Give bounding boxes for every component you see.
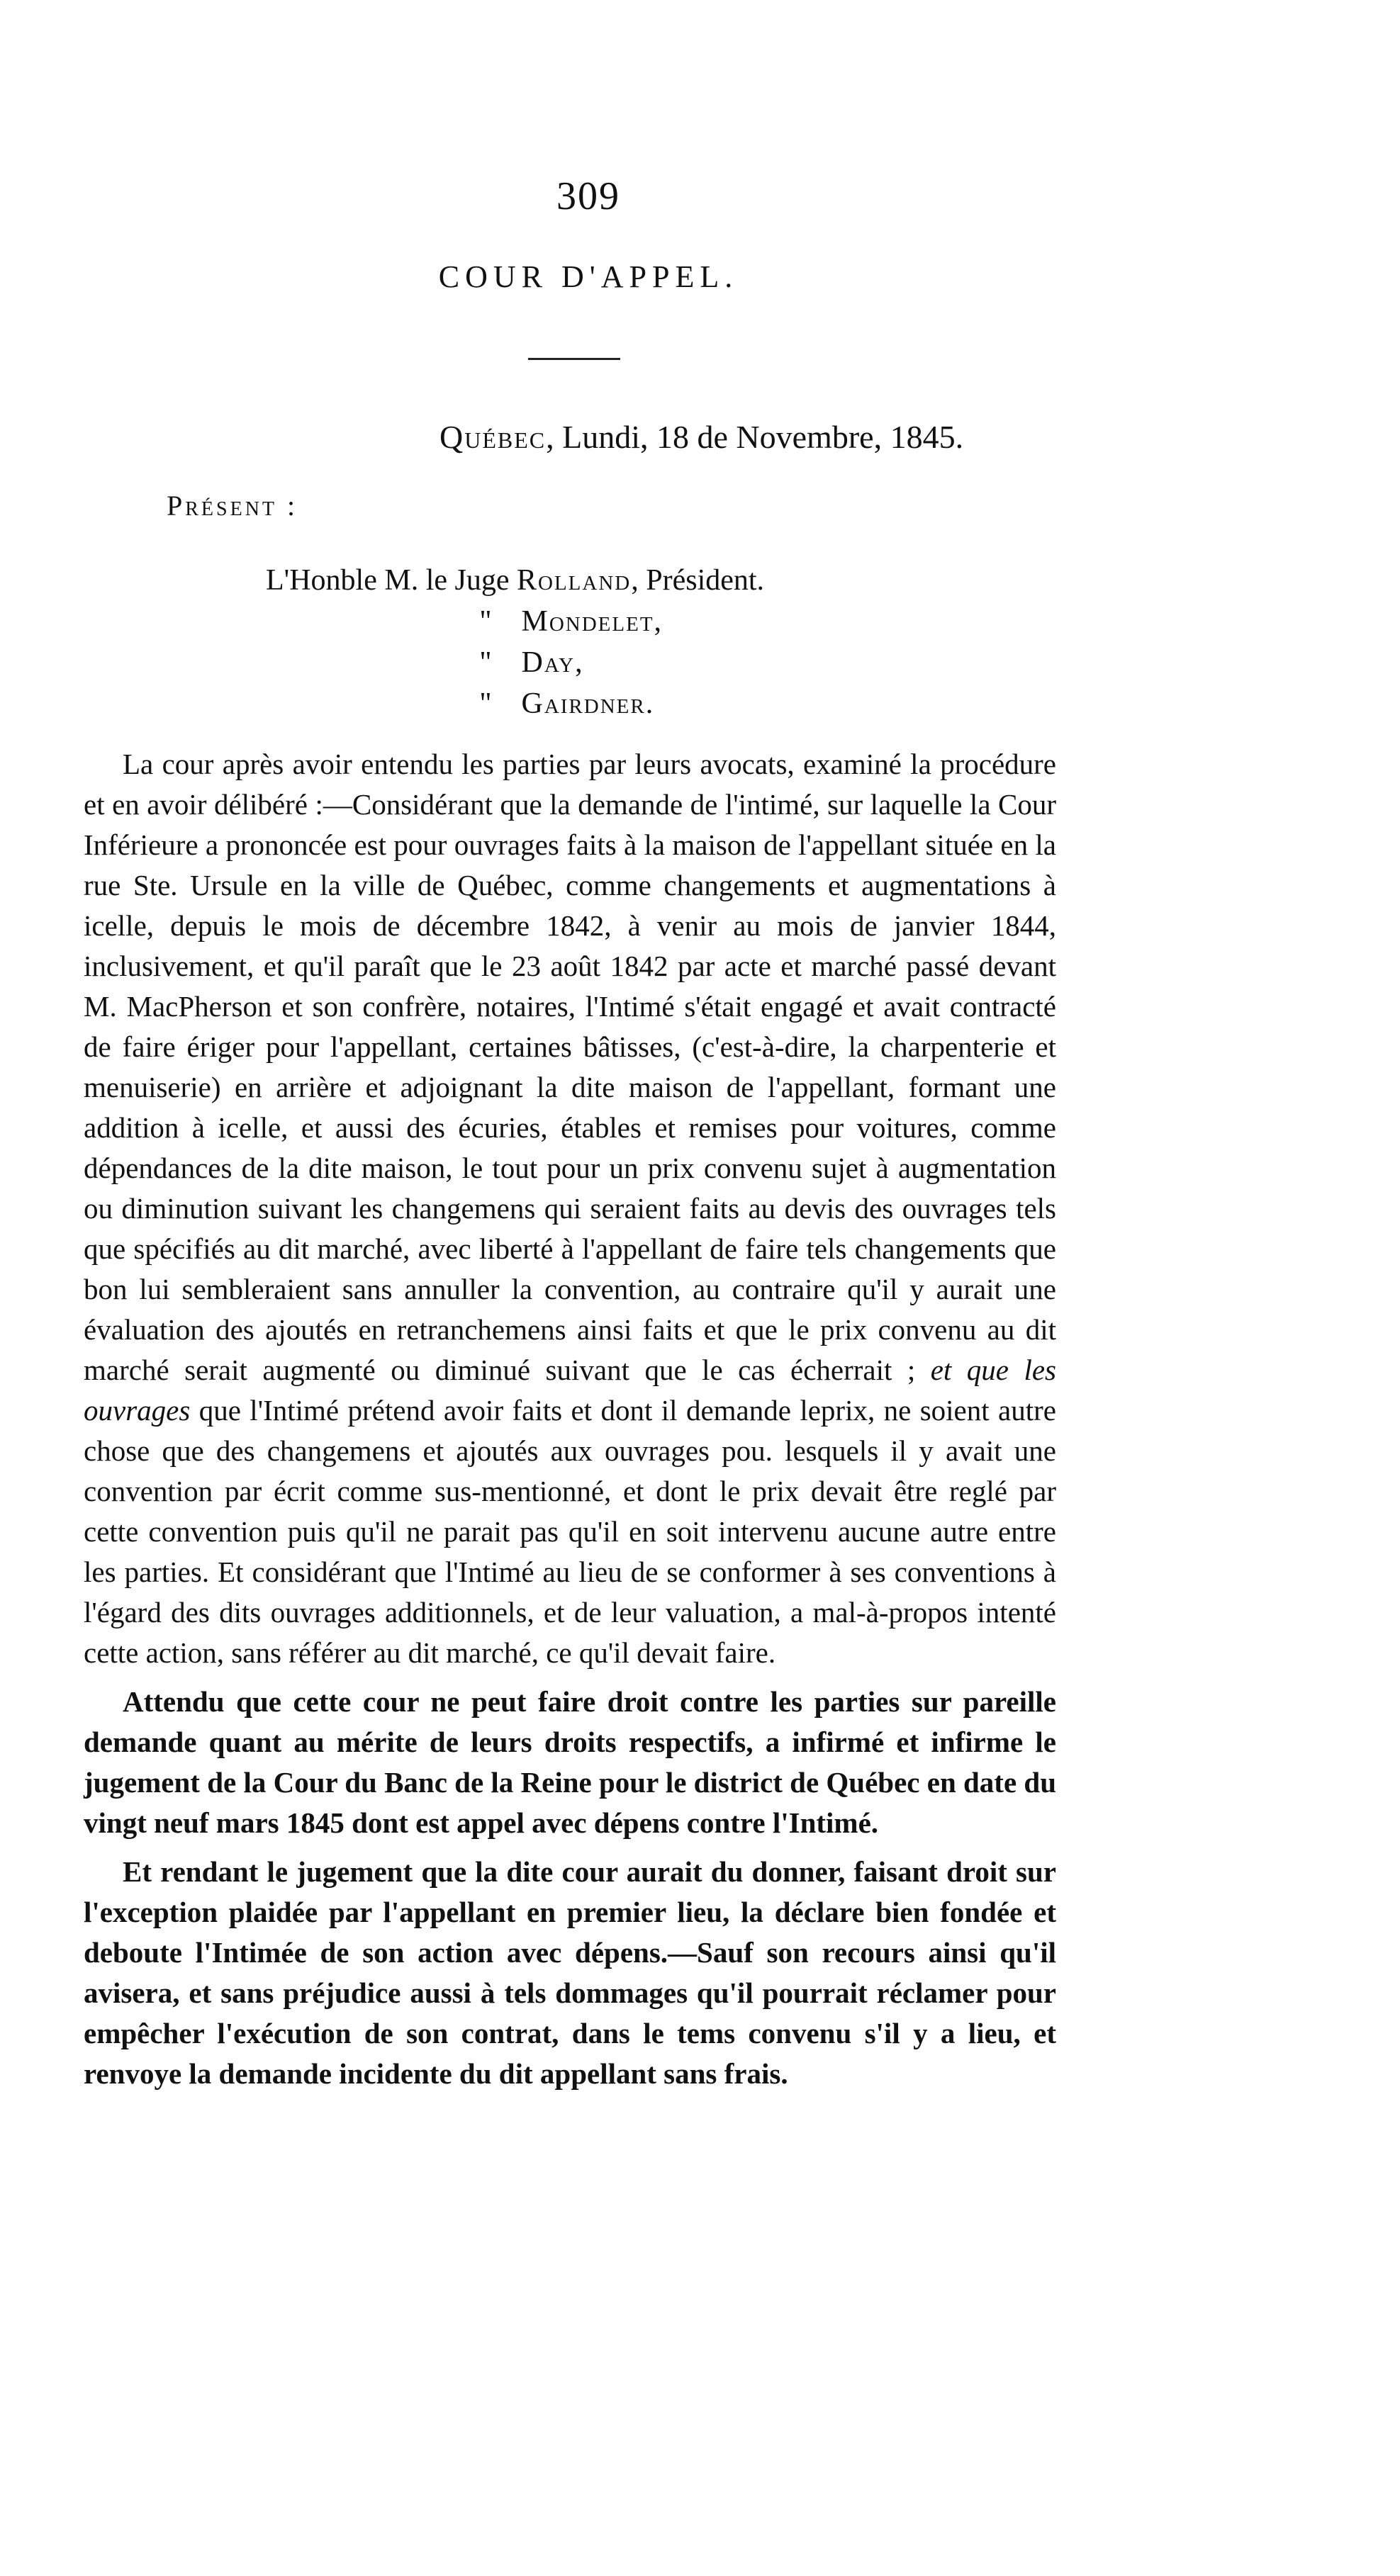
judge-prefix: "	[479, 605, 492, 638]
judge-prefix: "	[479, 646, 492, 679]
judgment-text	[84, 744, 1056, 2103]
judge-name: Rolland	[517, 564, 632, 597]
judge-suffix: , Président.	[631, 564, 765, 597]
dateline-city: Québec	[439, 419, 547, 455]
judge-name: Day	[521, 646, 576, 679]
page-number: 309	[556, 174, 620, 218]
judge-suffix: ,	[654, 605, 662, 638]
paragraph-text: que l'Intimé prétend avoir faits et dont il demande leprix, ne soient autre chose que des changemens et ajoutés aux ouvrages pou. lesquels il y avait une convention par écrit comme sus-mentionné, et dont le prix devait être reglé par cette convention puis qu'il ne parait pas qu'il en soit intervenu aucune autre entre les parties. Et considérant que l'Intimé au lieu de se conformer à ses conventions à l'égard des dits ouvrages additionnels, et de leur valuation, a mal-à-propos intenté cette action, sans référer au dit marché, ce qu'il devait faire.	[84, 1394, 1056, 1669]
title-rule	[528, 358, 620, 360]
judge-prefix: L'Honble M. le Juge	[266, 564, 510, 597]
judge-line	[266, 683, 975, 724]
judge-suffix: ,	[575, 646, 583, 679]
judges-list	[266, 560, 975, 724]
judge-name: Mondelet	[521, 605, 654, 638]
paragraph-text: La cour après avoir entendu les parties par leurs avocats, examiné la procédure et en avoir délibéré :—Considérant que la demande de l'intimé, sur laquelle la Cour Inférieure a prononcée est pour ouvrages faits à la maison de l'appellant située en la rue Ste. Ursule en la ville de Québec, comme changements et augmentations à icelle, depuis le mois de décembre 1842, à venir au mois de janvier 1844, inclusivement, et qu'il paraît que le 23 août 1842 par acte et marché passé devant M. MacPherson et son confrère, notaires, l'Intimé s'était engagé et avait contracté de faire ériger pour l'appellant, certaines bâtisses, (c'est-à-dire, la charpenterie et menuiserie) en arrière et adjoignant la dite maison de l'appellant, formant une addition à icelle, et aussi des écuries, étables et remises pour voitures, comme dépendances de la dite maison, le tout pour un prix convenu sujet à augmentation ou diminution suivant les changemens qui seraient faits au devis des ouvrages tels que spécifiés au dit marché, avec liberté à l'appellant de faire tels changements que bon lui sembleraient sans annuller la convention, au contraire qu'il y aurait une évaluation des ajoutés en retranchemens ainsi faits et que le prix convenu au dit marché serait augmenté ou diminué suivant que le cas écherrait ;	[84, 748, 1056, 1386]
judge-prefix: "	[479, 687, 492, 720]
paragraph-italic-text: et que les ouvrages	[84, 1354, 1056, 1427]
judge-name: Gairdner	[521, 687, 646, 720]
dateline-rest: , Lundi, 18 de Novembre, 1845.	[546, 419, 964, 455]
judgment-paragraph: Et rendant le jugement que la dite cour aurait du donner, faisant droit sur l'exception plaidée par l'appellant en premier lieu, la déclare bien fondée et deboute l'Intimée de son action avec dépens.—Sauf son recours ainsi qu'il avisera, et sans préjudice aussi à tels dommages qu'il pourrait réclamer pour empêcher l'exécution de son contrat, dans le tems convenu s'il y a lieu, et renvoye la demande incidente du dit appellant sans frais.	[84, 1855, 1056, 2090]
dateline	[439, 418, 1049, 456]
judgment-paragraph	[84, 744, 1056, 1673]
court-title: COUR D'APPEL.	[438, 259, 739, 294]
judge-suffix: .	[645, 687, 654, 720]
judge-line	[266, 560, 975, 601]
judge-line	[266, 642, 975, 683]
present-label: Présent :	[167, 490, 298, 522]
judge-line	[266, 601, 975, 642]
judgment-paragraph: Attendu que cette cour ne peut faire droit contre les parties sur pareille demande quant au mérite de leurs droits respectifs, a infirmé et infirme le jugement de la Cour du Banc de la Reine pour le district de Québec en date du vingt neuf mars 1845 dont est appel avec dépens contre l'Intimé.	[84, 1685, 1056, 1839]
